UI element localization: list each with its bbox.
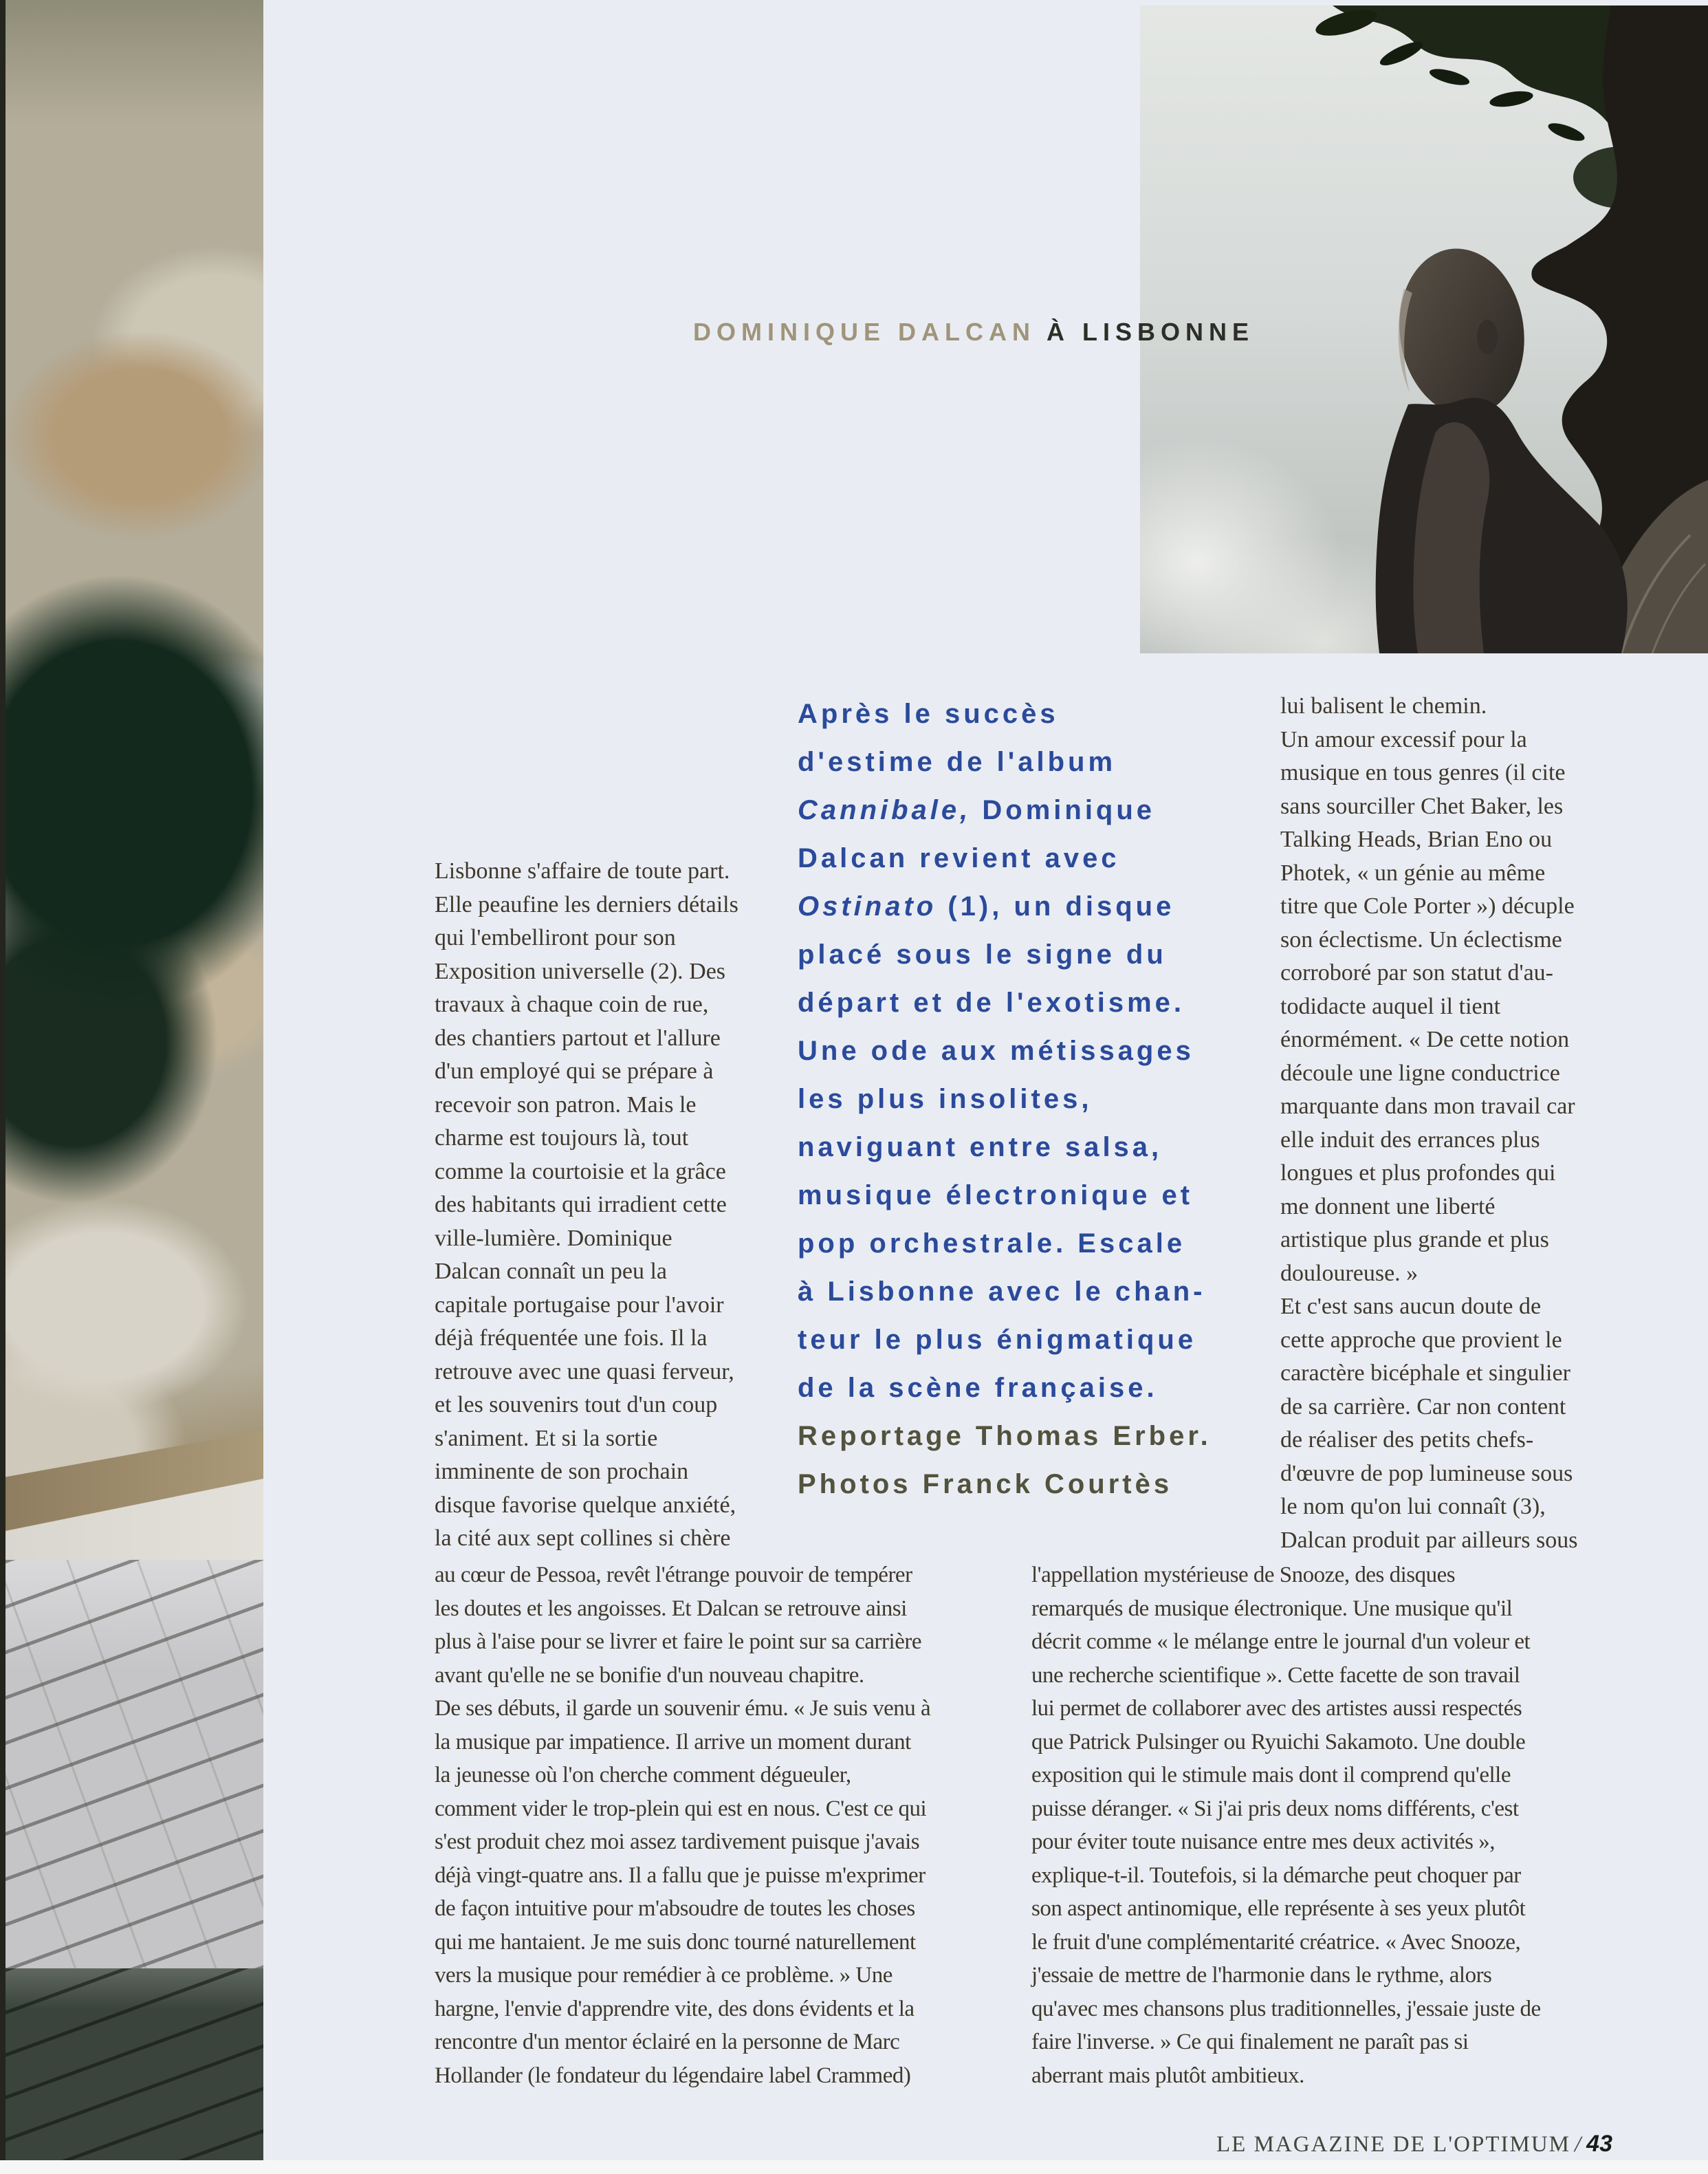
text-line: découle une ligne conductrice bbox=[1280, 1060, 1560, 1086]
text-line: Talking Heads, Brian Eno ou bbox=[1280, 827, 1553, 852]
body-column-left-narrow bbox=[435, 855, 778, 1556]
body-column-right-wide bbox=[1031, 1558, 1647, 2092]
text-line: des habitants qui irradient cette bbox=[435, 1192, 727, 1217]
text-line: pour éviter toute nuisance entre mes deux activités », bbox=[1031, 1829, 1496, 1854]
man-ear bbox=[1477, 320, 1498, 354]
text-line: musique électronique et bbox=[798, 1180, 1194, 1210]
text-line: comme la courtoisie et la grâce bbox=[435, 1158, 726, 1184]
cobblestone-shadow-photo bbox=[6, 1968, 263, 2174]
text-line: l'appellation mystérieuse de Snooze, des disques bbox=[1031, 1563, 1456, 1587]
page-footer bbox=[1216, 2131, 1612, 2157]
text-line: retrouve avec une quasi ferveur, bbox=[435, 1358, 734, 1384]
title-location: À LISBONNE bbox=[1046, 318, 1254, 346]
cobblestone-photo bbox=[6, 1560, 263, 1972]
text-line: caractère bicéphale et singulier bbox=[1280, 1360, 1570, 1386]
text-line: les doutes et les angoisses. Et Dalcan se retrouve ainsi bbox=[435, 1596, 907, 1621]
text-line: hargne, l'envie d'apprendre vite, des dons évidents et la bbox=[435, 1996, 915, 2021]
left-photo-strip bbox=[6, 0, 263, 2174]
text-line: elle induit des errances plus bbox=[1280, 1127, 1540, 1153]
text-line: imminente de son prochain bbox=[435, 1459, 689, 1484]
text-line: qu'avec mes chansons plus traditionnelles, j'essaie juste de bbox=[1031, 1996, 1541, 2021]
text-line: avant qu'elle ne se bonifie d'un nouveau chapitre. bbox=[435, 1662, 864, 1688]
text-line: rencontre d'un mentor éclairé en la personne de Marc bbox=[435, 2030, 900, 2054]
title-artist-name: DOMINIQUE DALCAN bbox=[693, 318, 1036, 346]
text-line: déjà vingt-quatre ans. Il a fallu que je puisse m'exprimer bbox=[435, 1862, 926, 1888]
text-line: de sa carrière. Car non content bbox=[1280, 1393, 1566, 1420]
scan-edge-left bbox=[0, 0, 6, 2174]
text-line: Reportage Thomas Erber. bbox=[798, 1421, 1212, 1451]
text-line: son éclectisme. Un éclectisme bbox=[1280, 926, 1562, 953]
text-line: la cité aux sept collines si chère bbox=[435, 1525, 731, 1551]
text-line: Exposition universelle (2). Des bbox=[435, 958, 726, 984]
text-line: décrit comme « le mélange entre le journal d'un voleur et bbox=[1031, 1629, 1531, 1654]
text-line: puisse déranger. « Si j'ai pris deux noms différents, c'est bbox=[1031, 1796, 1519, 1821]
text-line: De ses débuts, il garde un souvenir ému. « Je suis venu à bbox=[435, 1696, 931, 1721]
text-line: longues et plus profondes qui bbox=[1280, 1160, 1556, 1186]
text-line: Un amour excessif pour la bbox=[1280, 726, 1527, 752]
text-line: de façon intuitive pour m'absoudre de toutes les choses bbox=[435, 1896, 915, 1921]
footer-separator: / bbox=[1575, 2132, 1583, 2157]
text-line: à Lisbonne avec le chan- bbox=[798, 1276, 1206, 1307]
text-line: marquante dans mon travail car bbox=[1280, 1094, 1575, 1119]
text-line: explique-t-il. Toutefois, si la démarche peut choquer par bbox=[1031, 1862, 1521, 1888]
page-number: 43 bbox=[1586, 2131, 1612, 2157]
text-line: son aspect antinomique, elle représente à ses yeux plutôt bbox=[1031, 1896, 1526, 1921]
text-line: d'œuvre de pop lumineuse sous bbox=[1280, 1460, 1573, 1486]
text-line: que Patrick Pulsinger ou Ryuichi Sakamoto. Une double bbox=[1031, 1729, 1526, 1754]
text-line: ville-lumière. Dominique bbox=[435, 1225, 672, 1251]
text-line: artistique plus grande et plus bbox=[1280, 1227, 1549, 1252]
text-line: musique en tous genres (il cite bbox=[1280, 760, 1566, 785]
text-line: Une ode aux métissages bbox=[798, 1036, 1194, 1066]
text-line: d'estime de l'album bbox=[798, 747, 1117, 777]
text-line: corroboré par son statut d'au- bbox=[1280, 960, 1553, 986]
byline bbox=[798, 1412, 1300, 1508]
text-line: aberrant mais plutôt ambitieux. bbox=[1031, 2063, 1304, 2088]
text-line: plus à l'aise pour se livrer et faire le point sur sa carrière bbox=[435, 1629, 921, 1654]
text-line: sans sourciller Chet Baker, les bbox=[1280, 793, 1564, 819]
text-line: s'animent. Et si la sortie bbox=[435, 1425, 658, 1451]
text-line: le fruit d'une complémentarité créatrice. « Avec Snooze, bbox=[1031, 1929, 1521, 1955]
text-line: de la scène française. bbox=[798, 1373, 1158, 1403]
text-line: faire l'inverse. » Ce qui finalement ne paraît pas si bbox=[1031, 2030, 1469, 2054]
text-line: de réaliser des petits chefs- bbox=[1280, 1427, 1534, 1453]
text-line: Dalcan revient avec bbox=[798, 843, 1120, 873]
text-line: Et c'est sans aucun doute de bbox=[1280, 1294, 1542, 1319]
intro-standfirst bbox=[798, 690, 1300, 1412]
text-line: s'est produit chez moi assez tardivement puisque j'avais bbox=[435, 1829, 920, 1854]
text-line: les plus insolites, bbox=[798, 1084, 1093, 1114]
text-line: la jeunesse où l'on cherche comment dégueuler, bbox=[435, 1763, 851, 1787]
text-line: teur le plus énigmatique bbox=[798, 1325, 1197, 1355]
text-line: todidacte auquel il tient bbox=[1280, 993, 1501, 1019]
text-line: déjà fréquentée une fois. Il la bbox=[435, 1325, 708, 1351]
text-line: placé sous le signe du bbox=[798, 939, 1167, 970]
text-line: titre que Cole Porter ») décuple bbox=[1280, 893, 1575, 919]
text-line: comment vider le trop-plein qui est en nous. C'est ce qui bbox=[435, 1796, 927, 1821]
text-line: Après le succès bbox=[798, 699, 1059, 729]
text-line: Photek, « un génie au même bbox=[1280, 860, 1546, 886]
text-line: recevoir son patron. Mais le bbox=[435, 1091, 697, 1118]
text-line: cette approche que provient le bbox=[1280, 1327, 1562, 1353]
text-line: me donnent une liberté bbox=[1280, 1193, 1496, 1219]
man-head bbox=[1389, 241, 1535, 424]
text-line: la musique par impatience. Il arrive un moment durant bbox=[435, 1729, 911, 1754]
body-column-right-narrow bbox=[1280, 690, 1638, 1557]
text-line: Photos Franck Courtès bbox=[798, 1469, 1173, 1499]
body-column-left-wide bbox=[435, 1558, 1019, 2092]
text-line: j'essaie de mettre de l'harmonie dans le rythme, alors bbox=[1031, 1963, 1492, 1988]
text-line: Dalcan produit par ailleurs sous bbox=[1280, 1527, 1578, 1553]
text-line: qui me hantaient. Je me suis donc tourné naturellement bbox=[435, 1929, 916, 1955]
text-line: le nom qu'on lui connaît (3), bbox=[1280, 1494, 1546, 1519]
text-line: Elle peaufine les derniers détails bbox=[435, 891, 738, 917]
text-line: des chantiers partout et l'allure bbox=[435, 1025, 721, 1051]
text-line: lui permet de collaborer avec des artistes aussi respectés bbox=[1031, 1696, 1522, 1721]
text-line: douloureuse. » bbox=[1280, 1260, 1419, 1286]
text-line: pop orchestrale. Escale bbox=[798, 1228, 1186, 1259]
text-line: Hollander (le fondateur du légendaire label Crammed) bbox=[435, 2063, 911, 2088]
text-line: et les souvenirs tout d'un coup bbox=[435, 1392, 718, 1417]
text-line: capitale portugaise pour l'avoir bbox=[435, 1292, 724, 1318]
text-line: vers la musique pour remédier à ce problème. » Une bbox=[435, 1963, 893, 1988]
text-line: une recherche scientifique ». Cette facette de son travail bbox=[1031, 1662, 1520, 1688]
text-line: remarqués de musique électronique. Une musique qu'il bbox=[1031, 1596, 1513, 1621]
text-line: Dalcan connaît un peu la bbox=[435, 1259, 667, 1284]
article-title bbox=[693, 318, 1254, 347]
text-line: au cœur de Pessoa, revêt l'étrange pouvoir de tempérer bbox=[435, 1563, 912, 1587]
text-line: charme est toujours là, tout bbox=[435, 1125, 689, 1151]
text-line: qui l'embelliront pour son bbox=[435, 925, 676, 950]
text-line: Cannibale, Dominique bbox=[798, 795, 1156, 825]
text-line: Lisbonne s'affaire de toute part. bbox=[435, 858, 730, 884]
text-line: lui balisent le chemin. bbox=[1280, 693, 1487, 719]
text-line: disque favorise quelque anxiété, bbox=[435, 1492, 736, 1518]
text-line: d'un employé qui se prépare à bbox=[435, 1058, 714, 1084]
text-line: naviguant entre salsa, bbox=[798, 1132, 1163, 1162]
scan-edge-bottom bbox=[0, 2160, 1708, 2174]
magazine-name: LE MAGAZINE DE L'OPTIMUM bbox=[1216, 2132, 1570, 2157]
text-line: travaux à chaque coin de rue, bbox=[435, 992, 709, 1017]
text-line: Ostinato (1), un disque bbox=[798, 891, 1175, 922]
text-line: départ et de l'exotisme. bbox=[798, 988, 1185, 1018]
weathered-wall-photo bbox=[6, 0, 263, 1554]
text-line: exposition qui le stimule mais dont il comprend qu'elle bbox=[1031, 1763, 1511, 1787]
text-line: énormément. « De cette notion bbox=[1280, 1027, 1570, 1052]
